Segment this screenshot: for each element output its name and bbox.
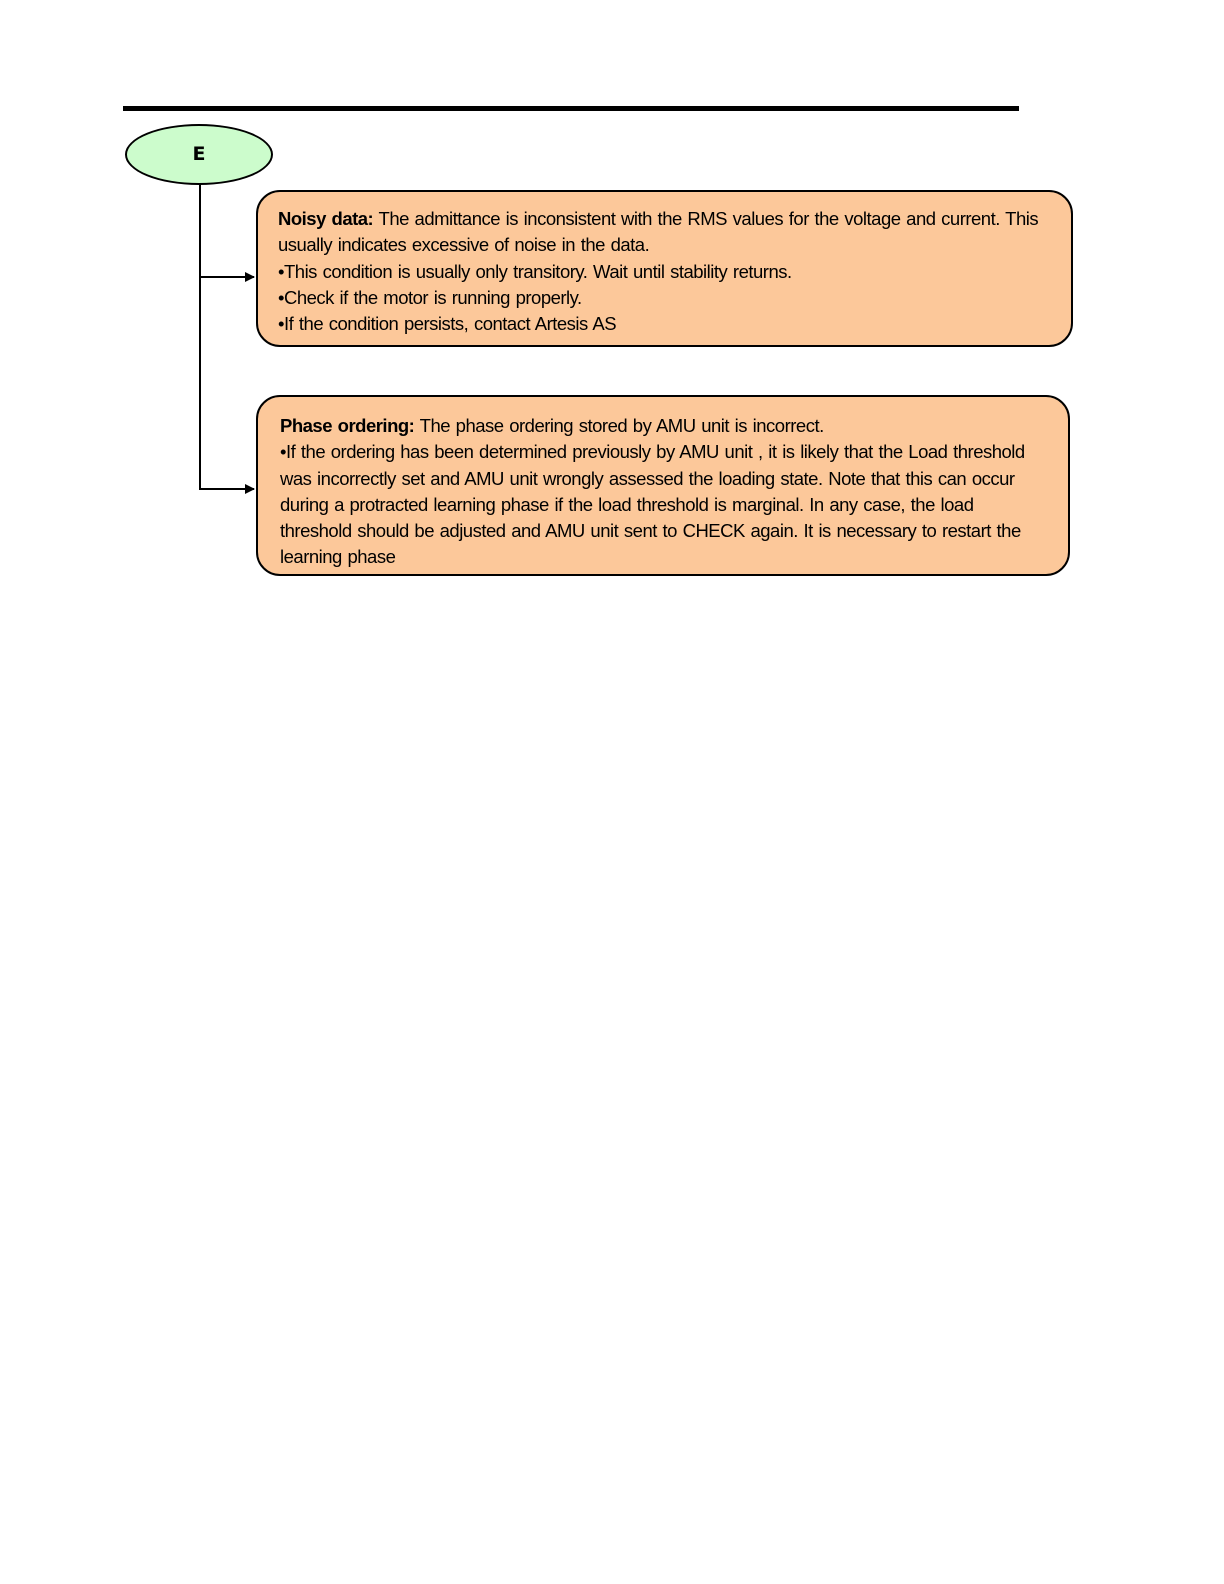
top-rule [123, 106, 1019, 111]
noisy-data-bullet-1: •This condition is usually only transitory. Wait until stability returns. [278, 260, 792, 282]
noisy-data-description [278, 206, 1051, 259]
start-node-label: E [192, 142, 206, 165]
phase-ordering-box [256, 395, 1070, 576]
start-node-e [125, 124, 273, 185]
noisy-data-bullet-3: •If the condition persists, contact Artesis AS [278, 313, 617, 335]
phase-ordering-bullet-1: •If the ordering has been determined previously by AMU unit , it is likely that the Load threshold was incorrectly set and AMU unit wrongly assessed the loading state. Note that this can occur during a protracted learning phase if the load threshold is marginal. In any case, the load threshold should be adjusted and AMU unit sent to CHECK again. It is necessary to restart the learning phase [280, 441, 1025, 568]
phase-ordering-text: The phase ordering stored by AMU unit is incorrect. [414, 415, 824, 436]
noisy-data-title: Noisy data: [278, 208, 374, 229]
phase-ordering-title: Phase ordering: [280, 415, 415, 436]
noisy-data-box [256, 190, 1073, 347]
phase-ordering-description [280, 413, 1048, 439]
noisy-data-text: The admittance is inconsistent with the RMS values for the voltage and current. This usually indicates excessive of noise in the data. [278, 208, 1039, 256]
noisy-data-bullet-2: •Check if the motor is running properly. [278, 286, 582, 308]
